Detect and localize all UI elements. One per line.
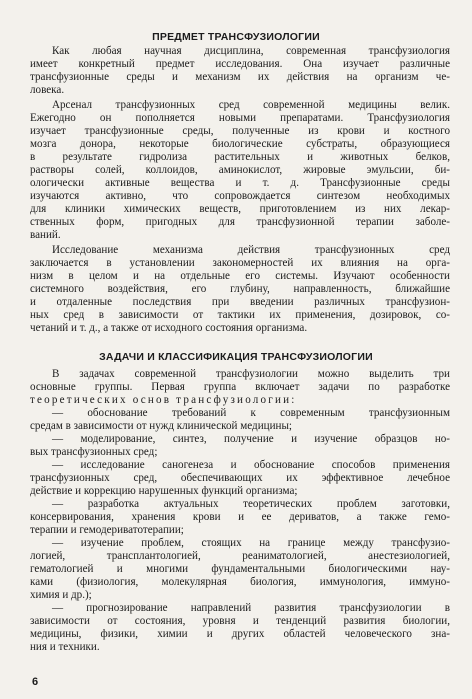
list-item-line: — исследование саногенеза и обоснование способов применения (52, 459, 450, 471)
text-line: гематологией и многими фундаментальными биологическими нау- (30, 563, 450, 575)
text-line: зависимости от состояния, уровня и тенденций развития биологии, (30, 615, 450, 627)
text-line: химия и др.); (30, 589, 92, 601)
section-heading-tasks: ЗАДАЧИ И КЛАССИФИКАЦИЯ ТРАНСФУЗИОЛОГИИ (99, 351, 373, 363)
list-item-line: — разработка актуальных теоретических проблем заготовки, (52, 498, 450, 510)
list-item-line: — изучение проблем, стоящих на границе между трансфузио- (52, 537, 450, 549)
text-line: имеет конкретный предмет исследования. Она изучает различные (30, 58, 450, 70)
text-line: терапии и гемодериватотерапии; (30, 524, 184, 536)
text-line: Ежегодно он пополняется новыми препаратами. Трансфузиология (30, 112, 450, 124)
section-heading-subject: ПРЕДМЕТ ТРАНСФУЗИОЛОГИИ (152, 31, 320, 43)
text-line: консервирования, хранения крови и ее дериватов, а также гемо- (30, 511, 450, 523)
text-line: Арсенал трансфузионных сред современной медицины велик. (52, 99, 450, 111)
text-line: ния и техники. (30, 641, 100, 653)
text-line: действие и коррекцию нарушенных функций организма; (30, 485, 298, 497)
text-line: ками (физиология, молекулярная биология, иммунология, иммуно- (30, 576, 450, 588)
text-line: системного воздействия, его глубину, направленность, ближайшие (30, 283, 450, 295)
text-line: ственных форм, пригодных для трансфузионной терапии заболе- (30, 216, 450, 228)
text-line: изучает трансфузионные среды, полученные из крови и костного (30, 125, 450, 137)
text-line: мозга донора, некоторые биологические субстраты, образующиеся (30, 138, 450, 150)
text-line: и отдаленные последствия при введении различных трансфузион- (30, 296, 450, 308)
text-line: логией, трансплантологией, реаниматологией, анестезиологией, (30, 550, 450, 562)
text-line: Исследование механизма действия трансфузионных сред (52, 244, 450, 256)
text-line: четаний и т. д., а также от исходного состояния организма. (30, 322, 308, 334)
text-line: ных сред в зависимости от тактики их применения, дозировок, со- (30, 309, 450, 321)
text-line: медицины, физики, химии и других областей человеческого зна- (30, 628, 450, 640)
text-line: ологически активные вещества и т. д. Трансфузионные среды (30, 177, 450, 189)
text-line: основные группы. Первая группа включает задачи по разработке (30, 381, 450, 393)
text-line: в результате гидролиза растительных и животных белков, (30, 151, 450, 163)
text-line: изучаются активно, что сопровождается синтезом необходимых (30, 190, 450, 202)
text-line: заключается в установлении закономерностей их влияния на орга- (30, 257, 450, 269)
text-line: трансфузионные среды и механизм их действия на организм че- (30, 71, 450, 83)
text-line: ловека. (30, 84, 65, 96)
text-line: низм в целом и на отдельные его системы. Изучают особенности (30, 270, 450, 282)
text-line: Как любая научная дисциплина, современная трансфузиология (52, 45, 450, 57)
list-item-line: — моделирование, синтез, получение и изучение образцов но- (52, 433, 450, 445)
page-number: 6 (32, 676, 39, 688)
list-item-line: — прогнозирование направлений развития трансфузиологии в (52, 602, 450, 614)
text-line: трансфузионных сред, обеспечивающих их эффективное лечебное (30, 472, 450, 484)
list-item-line: — обоснование требований к современным трансфузионным (52, 407, 450, 419)
text-line: теоретических основ трансфузиологии: (30, 394, 297, 406)
text-line: вых трансфузионных сред; (30, 446, 158, 458)
text-line: В задачах современной трансфузиологии можно выделить три (52, 368, 450, 380)
text-line: для клиники химических веществ, приготовлением из них лекар- (30, 203, 450, 215)
text-line: растворы солей, коллоидов, аминокислот, жировые эмульсии, би- (30, 164, 450, 176)
text-line: ваний. (30, 229, 61, 241)
text-line: средам в зависимости от нужд клинической медицины; (30, 420, 292, 432)
